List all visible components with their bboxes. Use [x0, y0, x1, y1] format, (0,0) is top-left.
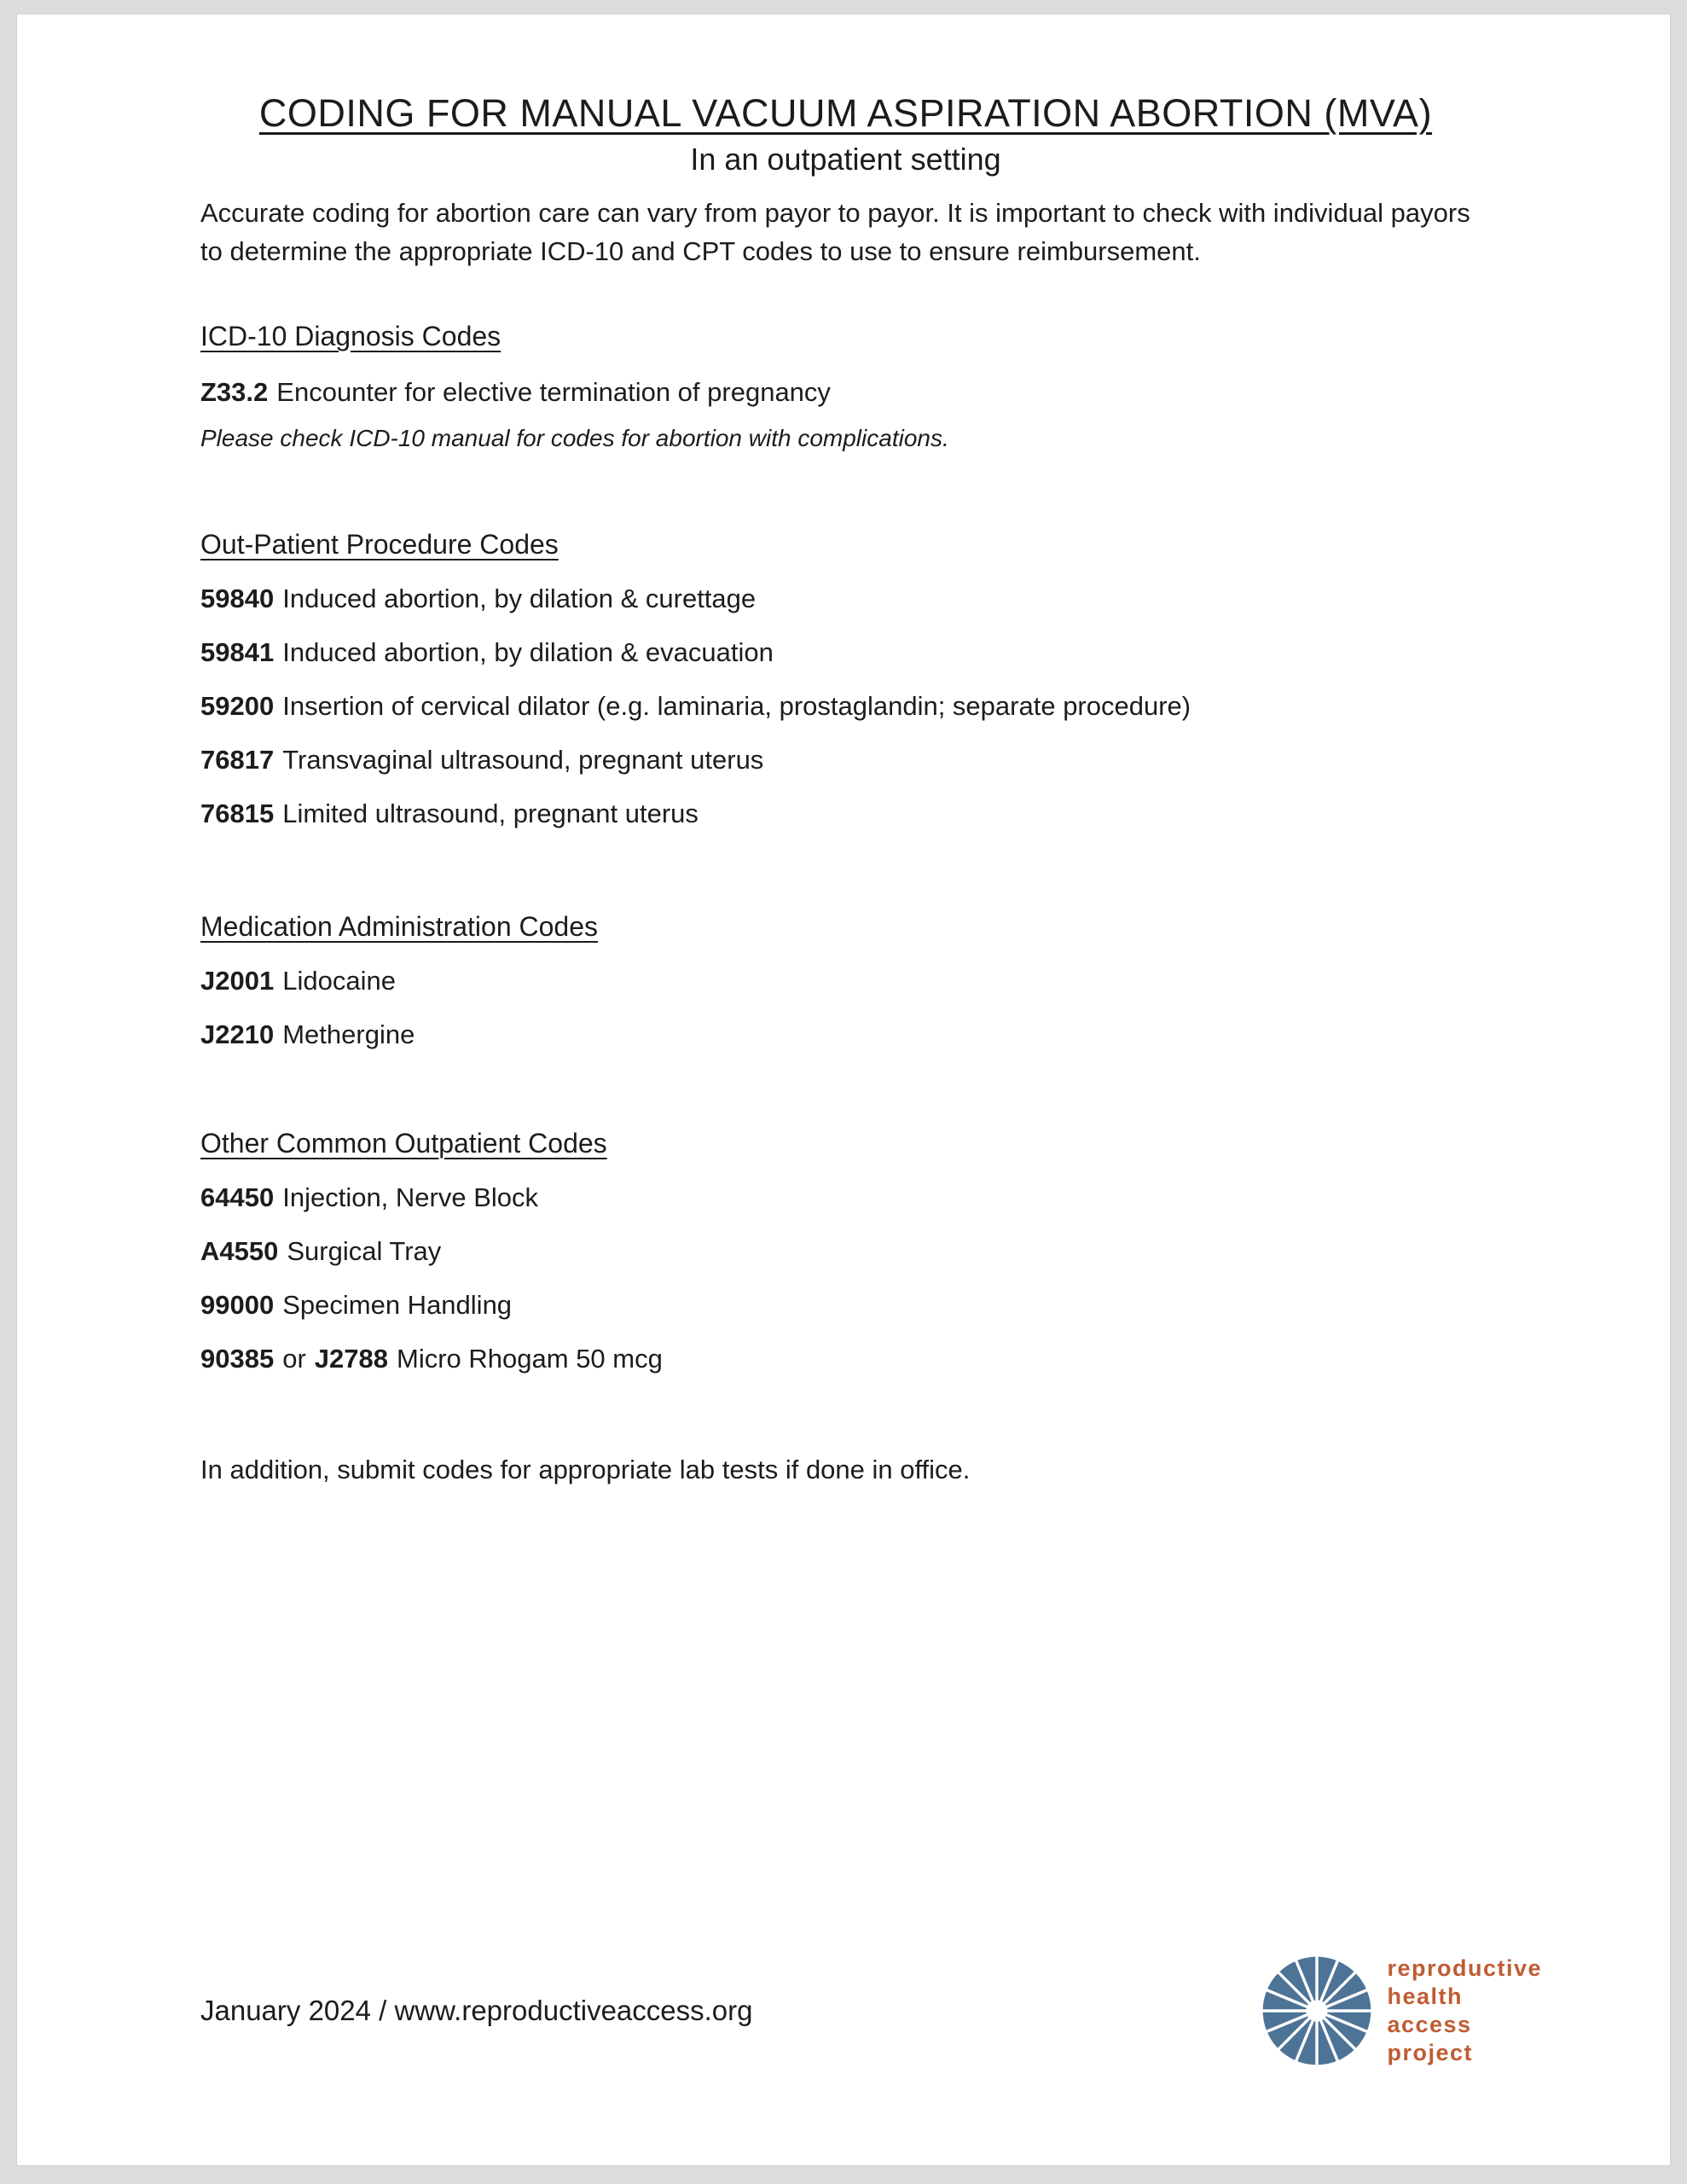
- code-line: [200, 635, 1491, 671]
- code-line: [200, 1287, 1491, 1323]
- code-value: 90385: [200, 1344, 275, 1374]
- code-value: J2001: [200, 966, 275, 996]
- footer-date-line: January 2024 / www.reproductiveaccess.org: [200, 1995, 753, 2026]
- logo-word-2: health: [1387, 1984, 1463, 2009]
- code-description: Encounter for elective termination of pregnancy: [276, 377, 831, 407]
- logo-wordmark: [1387, 1955, 1542, 2067]
- code-description: Lidocaine: [282, 966, 396, 996]
- section-heading-other: Other Common Outpatient Codes: [200, 1128, 607, 1159]
- code-value-alt: J2788: [314, 1344, 389, 1374]
- code-conjunction: or: [282, 1344, 306, 1374]
- code-value: 59200: [200, 691, 275, 721]
- sunburst-logo-icon: [1261, 1955, 1373, 2067]
- section-heading-icd10: ICD-10 Diagnosis Codes: [200, 321, 501, 351]
- code-line: [200, 688, 1491, 724]
- code-description: Surgical Tray: [287, 1236, 442, 1266]
- section-heading-medication: Medication Administration Codes: [200, 911, 599, 942]
- logo-word-3: access: [1387, 2012, 1472, 2037]
- intro-paragraph: Accurate coding for abortion care can vary from payor to payor. It is important to check with individual payors to determine the appropriate ICD-10 and CPT codes to use to ensure reimbursement.: [200, 198, 1470, 266]
- code-line: [200, 963, 1491, 999]
- code-line: [200, 742, 1491, 778]
- code-description: Induced abortion, by dilation & curettage: [282, 584, 757, 613]
- code-line: [200, 375, 1491, 410]
- document-content: [17, 15, 1670, 1488]
- code-description: Induced abortion, by dilation & evacuation: [282, 637, 774, 667]
- section-heading-outpatient: Out-Patient Procedure Codes: [200, 529, 559, 560]
- code-description: Insertion of cervical dilator (e.g. laminaria, prostaglandin; separate procedure): [282, 691, 1191, 721]
- code-description: Micro Rhogam 50 mcg: [397, 1344, 663, 1374]
- rhap-logo: [1261, 1955, 1542, 2067]
- code-line: [200, 1234, 1491, 1269]
- code-value: 59840: [200, 584, 275, 613]
- page-title: CODING FOR MANUAL VACUUM ASPIRATION ABORTION (MVA): [258, 91, 1433, 135]
- code-line: [200, 796, 1491, 832]
- code-description: Injection, Nerve Block: [282, 1182, 539, 1212]
- document-page: [17, 15, 1670, 2165]
- code-line: [200, 1341, 1491, 1377]
- logo-word-4: project: [1387, 2040, 1473, 2065]
- code-value: 64450: [200, 1182, 275, 1212]
- page-subtitle: In an outpatient setting: [690, 142, 1001, 177]
- page-footer: [200, 1955, 1542, 2067]
- code-description: Limited ultrasound, pregnant uterus: [282, 799, 699, 828]
- code-value: Z33.2: [200, 377, 269, 407]
- code-description: Specimen Handling: [282, 1290, 513, 1320]
- icd10-note: Please check ICD-10 manual for codes for abortion with complications.: [200, 425, 949, 451]
- code-value: 76815: [200, 799, 275, 828]
- code-value: 76817: [200, 745, 275, 775]
- code-value: J2210: [200, 1019, 275, 1049]
- code-description: Methergine: [282, 1019, 415, 1049]
- code-value: 59841: [200, 637, 275, 667]
- closing-paragraph: In addition, submit codes for appropriate lab tests if done in office.: [200, 1455, 971, 1484]
- code-line: [200, 1017, 1491, 1053]
- code-value: A4550: [200, 1236, 279, 1266]
- logo-word-1: reproductive: [1387, 1955, 1542, 1981]
- code-description: Transvaginal ultrasound, pregnant uterus: [282, 745, 764, 775]
- code-line: [200, 581, 1491, 617]
- code-line: [200, 1180, 1491, 1216]
- code-value: 99000: [200, 1290, 275, 1320]
